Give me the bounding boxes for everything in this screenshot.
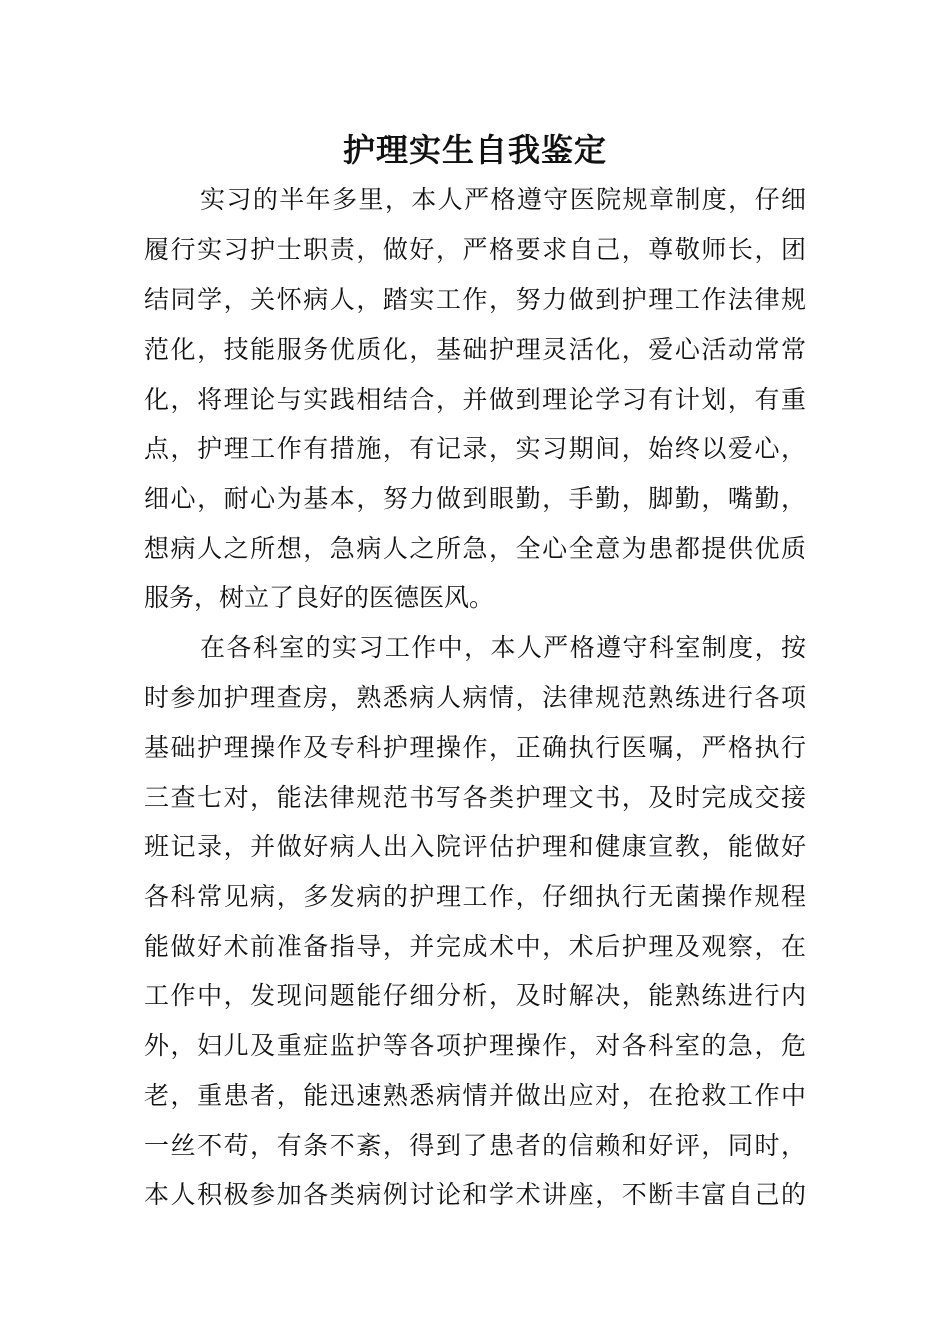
paragraph-2-line-10: 老，重患者，能迅速熟悉病情并做出应对，在抢救工作中: [144, 1081, 806, 1110]
paragraph-2-line-2: 时参加护理查房，熟悉病人病情，法律规范熟练进行各项: [144, 683, 806, 712]
paragraph-1-line-2: 履行实习护士职责，做好，严格要求自己，尊敬师长，团: [144, 235, 806, 264]
document-title: 护理实生自我鉴定: [342, 131, 607, 169]
paragraph-2-line-5: 班记录，并做好病人出入院评估护理和健康宣教，能做好: [144, 832, 806, 861]
paragraph-1-line-4: 范化，技能服务优质化，基础护理灵活化，爱心活动常常: [144, 335, 806, 364]
paragraph-2-line-8: 工作中，发现问题能仔细分析，及时解决，能熟练进行内: [144, 981, 806, 1010]
paragraph-1-line-1: 实习的半年多里，本人严格遵守医院规章制度，仔细: [200, 185, 806, 214]
paragraph-1-line-6: 点，护理工作有措施，有记录，实习期间，始终以爱心，: [144, 434, 806, 463]
paragraph-2-line-12: 本人积极参加各类病例讨论和学术讲座，不断丰富自己的: [144, 1180, 806, 1209]
paragraph-1-line-7: 细心，耐心为基本，努力做到眼勤，手勤，脚勤，嘴勤，: [144, 484, 806, 513]
paragraph-2-line-9: 外，妇儿及重症监护等各项护理操作，对各科室的急，危: [144, 1031, 806, 1060]
paragraph-1-line-3: 结同学，关怀病人，踏实工作，努力做到护理工作法律规: [144, 285, 806, 314]
paragraph-2-line-6: 各科常见病，多发病的护理工作，仔细执行无菌操作规程: [144, 882, 806, 911]
paragraph-1-line-5: 化，将理论与实践相结合，并做到理论学习有计划，有重: [144, 385, 806, 414]
paragraph-2-line-3: 基础护理操作及专科护理操作，正确执行医嘱，严格执行: [144, 733, 806, 762]
paragraph-2-line-4: 三查七对，能法律规范书写各类护理文书，及时完成交接: [144, 783, 806, 812]
paragraph-1-line-9: 服务，树立了良好的医德医风。: [144, 583, 495, 612]
paragraph-2-line-7: 能做好术前准备指导，并完成术中，术后护理及观察，在: [144, 932, 806, 961]
paragraph-2-line-1: 在各科室的实习工作中，本人严格遵守科室制度，按: [200, 633, 806, 662]
paragraph-2-line-11: 一丝不苟，有条不紊，得到了患者的信赖和好评，同时，: [144, 1131, 806, 1160]
paragraph-1-line-8: 想病人之所想，急病人之所急，全心全意为患都提供优质: [144, 534, 806, 563]
